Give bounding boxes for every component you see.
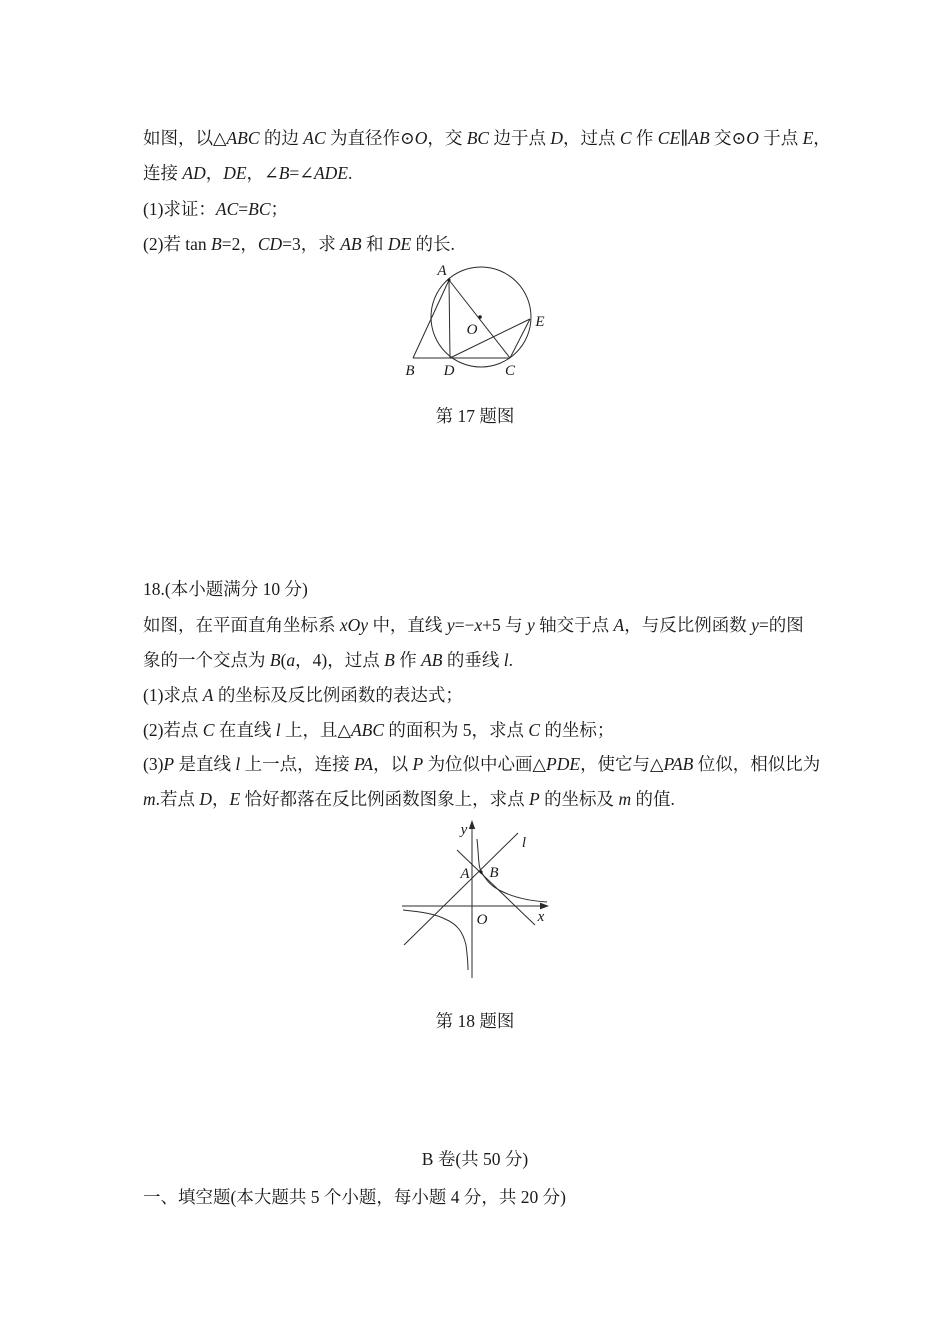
label-C: C [504, 363, 516, 379]
problem18-subquestion-3: (3)P 是直线 l 上一点，连接 PA，以 P 为位似中心画△PDE，使它与△PAB 位似，相似比为 [143, 754, 821, 774]
problem18-subquestion-2: (2)若点 C 在直线 l 上，且△ABC 的面积为 5，求点 C 的坐标； [143, 720, 615, 740]
fill-in-blank-header: 一、填空题(本大题共 5 个小题，每小题 4 分，共 20 分) [143, 1187, 566, 1207]
line-AC-diameter [449, 280, 510, 358]
line-CE [510, 319, 530, 358]
problem17-subquestion-2: (2)若 tan B=2，CD=3，求 AB 和 DE 的长. [143, 234, 455, 254]
point-B [479, 870, 482, 873]
point-A [448, 279, 451, 282]
problem18-subquestion-3-cont: m.若点 D，E 恰好都落在反比例函数图象上，求点 P 的坐标及 m 的值. [143, 789, 675, 809]
problem18-text-line-2: 象的一个交点为 B(a，4)，过点 B 作 AB 的垂线 l. [143, 650, 513, 670]
problem17-text-line-2: 连接 AD，DE，∠B=∠ADE. [143, 163, 353, 183]
figure-18-caption: 第 18 题图 [435, 1011, 515, 1031]
line-AB [413, 280, 449, 358]
line-AD [449, 280, 450, 358]
line-l [404, 833, 518, 945]
hyperbola-branch-q1 [477, 839, 547, 902]
problem-18-heading: 18.(本小题满分 10 分) [143, 579, 308, 599]
y-axis-arrow [469, 820, 475, 829]
coordinate-graph-svg [395, 820, 560, 985]
hyperbola-branch-q3 [403, 910, 468, 970]
label-D: D [443, 363, 455, 379]
line-DE [450, 319, 530, 358]
label-x-axis: x [537, 909, 545, 925]
section-b-title: B 卷(共 50 分) [421, 1149, 529, 1169]
label-E: E [535, 314, 545, 330]
label-y-axis: y [460, 822, 468, 838]
figure-17-caption: 第 17 题图 [435, 406, 515, 426]
circle-diagram-svg [383, 256, 583, 390]
label-B: B [489, 865, 499, 881]
label-O: O [466, 322, 478, 338]
label-origin-O: O [476, 912, 488, 928]
line-y-equals-negx-plus-5 [457, 850, 535, 925]
problem17-subquestion-1: (1)求证：AC=BC； [143, 199, 289, 219]
problem18-subquestion-1: (1)求点 A 的坐标及反比例函数的表达式； [143, 685, 463, 705]
center-point-O [478, 315, 482, 319]
label-line-l: l [521, 835, 527, 851]
label-B: B [405, 363, 415, 379]
problem17-text-line-1: 如图，以△ABC 的边 AC 为直径作⊙O，交 BC 边于点 D，过点 C 作 CE∥AB 交⊙O 于点 E， [143, 128, 831, 148]
label-A: A [460, 866, 470, 882]
problem18-text-line-1: 如图，在平面直角坐标系 xOy 中，直线 y=−x+5 与 y 轴交于点 A，与反比例函数 y=的图 [143, 615, 804, 635]
label-A: A [437, 263, 447, 279]
